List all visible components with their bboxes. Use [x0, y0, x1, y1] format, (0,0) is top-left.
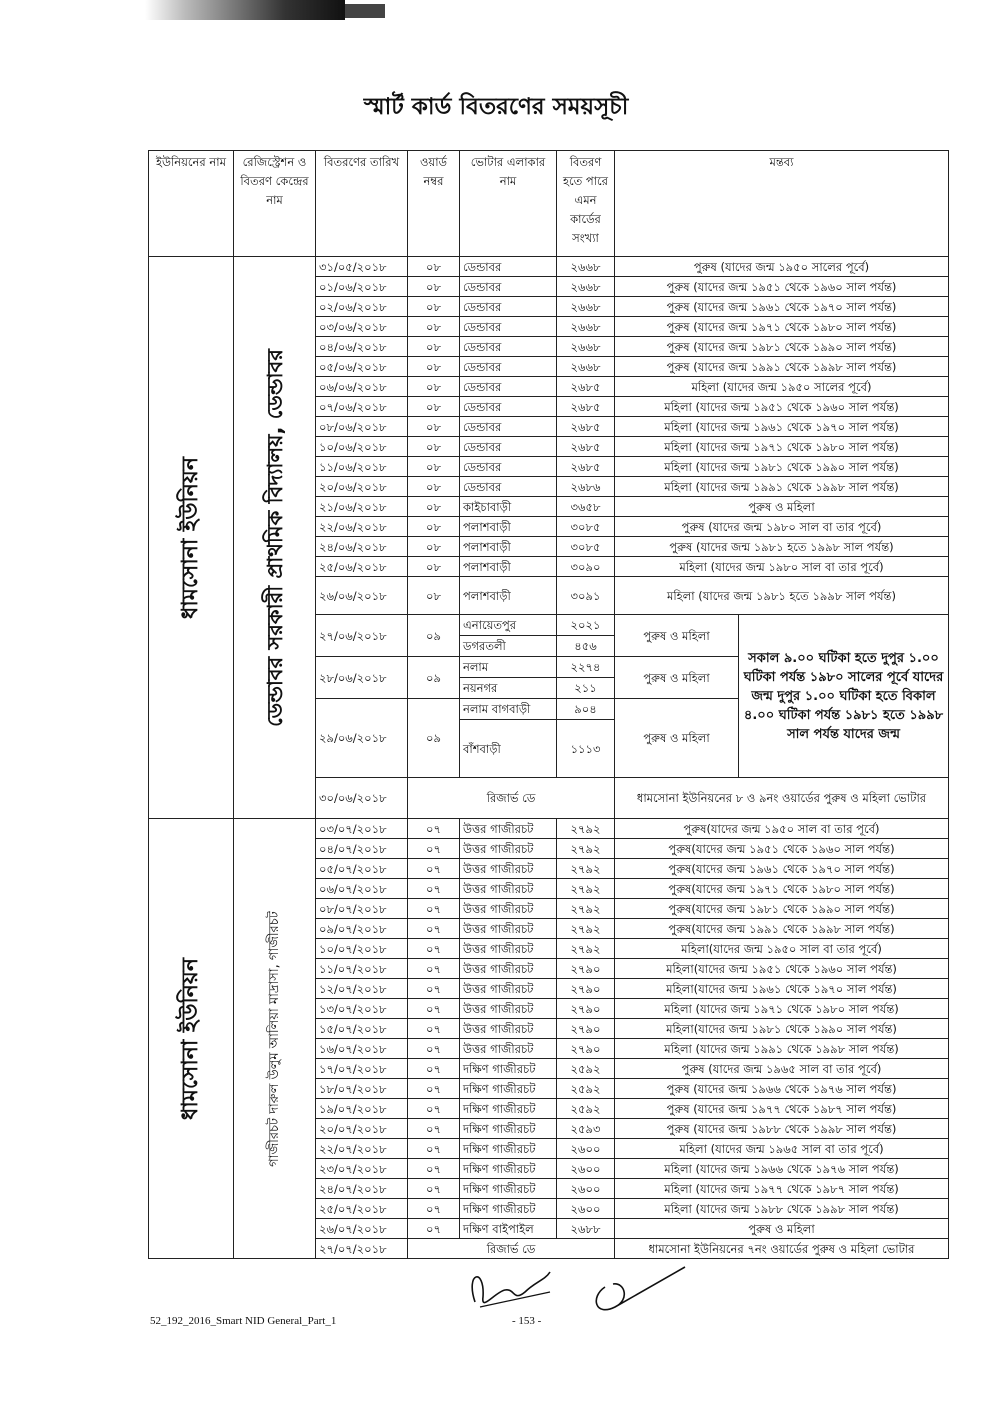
- count-cell: ৩০৮৫: [557, 517, 615, 537]
- date-cell: ০২/০৬/২০১৮: [316, 297, 408, 317]
- ward-cell: ০৮: [408, 557, 460, 577]
- area-cell: পলাশবাড়ী: [460, 537, 557, 557]
- count-cell: ২৭৯২: [557, 819, 615, 839]
- area-cell: ডগরতলী: [460, 636, 557, 657]
- count-cell: ২৬৬৮: [557, 297, 615, 317]
- count-cell: ২৬৬৮: [557, 257, 615, 277]
- date-cell: ২৬/০৭/২০১৮: [316, 1219, 408, 1239]
- reserve-label-cell: রিজার্ভ ডে: [408, 1239, 615, 1259]
- ward-cell: ০৮: [408, 457, 460, 477]
- area-cell: উত্তর গাজীরচট: [460, 999, 557, 1019]
- union-name: ধামসোনা ইউনিয়ন: [178, 456, 203, 619]
- remark-cell: ধামসোনা ইউনিয়নের ৭নং ওয়ার্ডের পুরুষ ও মহিলা ভোটার: [615, 1239, 949, 1259]
- area-cell: এনায়েতপুর: [460, 615, 557, 636]
- ward-cell: ০৭: [408, 919, 460, 939]
- area-cell: ডেন্ডাবর: [460, 417, 557, 437]
- area-cell: ডেন্ডাবর: [460, 317, 557, 337]
- ward-cell: ০৯: [408, 615, 460, 657]
- date-cell: ২৩/০৭/২০১৮: [316, 1159, 408, 1179]
- remark-cell: মহিলা(যাদের জন্ম ১৯৮১ থেকে ১৯৯০ সাল পর্যন্ত): [615, 1019, 949, 1039]
- ward-cell: ০৭: [408, 1079, 460, 1099]
- count-cell: ২৭৯২: [557, 899, 615, 919]
- count-cell: ২৫৯২: [557, 1079, 615, 1099]
- remark-cell: পুরুষ(যাদের জন্ম ১৯৫১ থেকে ১৯৬০ সাল পর্যন্ত): [615, 839, 949, 859]
- header-date: বিতরণের তারিখ: [316, 151, 408, 257]
- ward-cell: ০৭: [408, 879, 460, 899]
- date-cell: ২৫/০৭/২০১৮: [316, 1199, 408, 1219]
- footer-page-number: - 153 -: [512, 1315, 542, 1327]
- area-cell: উত্তর গাজীরচট: [460, 819, 557, 839]
- remark-cell: মহিলা (যাদের জন্ম ১৯৭১ থেকে ১৯৮০ সাল পর্যন্ত): [615, 437, 949, 457]
- area-cell: পলাশবাড়ী: [460, 557, 557, 577]
- ward-cell: ০৮: [408, 277, 460, 297]
- area-cell: নলাম: [460, 657, 557, 678]
- area-cell: দক্ষিণ গাজীরচট: [460, 1199, 557, 1219]
- reserve-label-cell: রিজার্ভ ডে: [408, 778, 615, 819]
- count-cell: ৩০৮৫: [557, 537, 615, 557]
- union-name: ধামসোনা ইউনিয়ন: [178, 957, 203, 1120]
- ward-cell: ০৮: [408, 337, 460, 357]
- remark-cell: মহিলা(যাদের জন্ম ১৯৫০ সাল বা তার পূর্বে): [615, 939, 949, 959]
- count-cell: ২৭৯২: [557, 859, 615, 879]
- count-cell: ২৫৯৩: [557, 1119, 615, 1139]
- remark-cell: পুরুষ (যাদের জন্ম ১৯৬৫ সাল বা তার পূর্বে): [615, 1059, 949, 1079]
- remark-cell: মহিলা (যাদের জন্ম ১৯৭১ থেকে ১৯৮০ সাল পর্যন্ত): [615, 999, 949, 1019]
- ward-cell: ০৭: [408, 1159, 460, 1179]
- count-cell: ২৬৬৮: [557, 357, 615, 377]
- count-cell: ২৭৯২: [557, 919, 615, 939]
- count-cell: ২৬৮৫: [557, 437, 615, 457]
- date-cell: ৩০/০৬/২০১৮: [316, 778, 408, 819]
- ward-cell: ০৮: [408, 317, 460, 337]
- count-cell: ২৬৬৮: [557, 317, 615, 337]
- ward-cell: ০৭: [408, 1059, 460, 1079]
- ward-cell: ০৮: [408, 477, 460, 497]
- header-union: ইউনিয়নের নাম: [149, 151, 234, 257]
- ward-cell: ০৭: [408, 1039, 460, 1059]
- remark-cell: পুরুষ (যাদের জন্ম ১৯৮৮ থেকে ১৯৯৮ সাল পর্যন্ত): [615, 1119, 949, 1139]
- date-cell: ১৮/০৭/২০১৮: [316, 1079, 408, 1099]
- count-cell: ২৬৬৮: [557, 277, 615, 297]
- ward-cell: ০৯: [408, 699, 460, 778]
- area-cell: পলাশবাড়ী: [460, 517, 557, 537]
- area-cell: উত্তর গাজীরচট: [460, 859, 557, 879]
- remark-cell: পুরুষ (যাদের জন্ম ১৯৫০ সালের পূর্বে): [615, 257, 949, 277]
- date-cell: ১৬/০৭/২০১৮: [316, 1039, 408, 1059]
- ward-cell: ০৯: [408, 657, 460, 699]
- remark-cell: পুরুষ(যাদের জন্ম ১৯৭১ থেকে ১৯৮০ সাল পর্যন্ত): [615, 879, 949, 899]
- ward-cell: ০৮: [408, 397, 460, 417]
- center-name: গাজীরচট দারুল উলুম আলিয়া মাদ্রাসা, গাজীরচট: [266, 910, 282, 1167]
- ward-cell: ০৮: [408, 417, 460, 437]
- area-cell: উত্তর গাজীরচট: [460, 899, 557, 919]
- gender-cell: পুরুষ ও মহিলা: [615, 699, 739, 778]
- ward-cell: ০৮: [408, 517, 460, 537]
- area-cell: উত্তর গাজীরচট: [460, 939, 557, 959]
- remark-cell: মহিলা (যাদের জন্ম ১৯৬৬ থেকে ১৯৭৬ সাল পর্যন্ত): [615, 1159, 949, 1179]
- schedule-table: [148, 150, 949, 1259]
- date-cell: ০৩/০৬/২০১৮: [316, 317, 408, 337]
- date-cell: ১০/০৬/২০১৮: [316, 437, 408, 457]
- remark-cell: মহিলা(যাদের জন্ম ১৯৬১ থেকে ১৯৭০ সাল পর্যন্ত): [615, 979, 949, 999]
- date-cell: ২৪/০৭/২০১৮: [316, 1179, 408, 1199]
- date-cell: ২০/০৬/২০১৮: [316, 477, 408, 497]
- page-title: স্মার্ট কার্ড বিতরণের সময়সূচী: [363, 94, 629, 120]
- scan-artifact: [145, 0, 345, 20]
- ward-cell: ০৭: [408, 819, 460, 839]
- area-cell: ডেন্ডাবর: [460, 437, 557, 457]
- area-cell: নলাম বাগবাড়ী: [460, 699, 557, 720]
- date-cell: ২১/০৬/২০১৮: [316, 497, 408, 517]
- remark-cell: পুরুষ(যাদের জন্ম ১৯৮১ থেকে ১৯৯০ সাল পর্যন্ত): [615, 899, 949, 919]
- area-cell: ডেন্ডাবর: [460, 357, 557, 377]
- remark-cell: মহিলা (যাদের জন্ম ১৯৫০ সালের পূর্বে): [615, 377, 949, 397]
- ward-cell: ০৭: [408, 1119, 460, 1139]
- area-cell: ডেন্ডাবর: [460, 277, 557, 297]
- count-cell: ২৭৯০: [557, 959, 615, 979]
- area-cell: উত্তর গাজীরচট: [460, 1039, 557, 1059]
- section-2: [149, 819, 949, 1259]
- date-cell: ১৭/০৭/২০১৮: [316, 1059, 408, 1079]
- area-cell: ডেন্ডাবর: [460, 457, 557, 477]
- remark-cell: পুরুষ(যাদের জন্ম ১৯৯১ থেকে ১৯৯৮ সাল পর্যন্ত): [615, 919, 949, 939]
- count-cell: ২৭৯০: [557, 1039, 615, 1059]
- date-cell: ০৪/০৬/২০১৮: [316, 337, 408, 357]
- count-cell: ২৫৯২: [557, 1059, 615, 1079]
- table-row: [149, 819, 949, 839]
- remark-cell: পুরুষ (যাদের জন্ম ১৯৮০ সাল বা তার পূর্বে): [615, 517, 949, 537]
- ward-cell: ০৭: [408, 1199, 460, 1219]
- count-cell: ২৭৯০: [557, 999, 615, 1019]
- remark-cell: পুরুষ (যাদের জন্ম ১৯৮১ হতে ১৯৯৮ সাল পর্যন্ত): [615, 537, 949, 557]
- ward-cell: ০৭: [408, 1179, 460, 1199]
- remark-cell: মহিলা (যাদের জন্ম ১৯৮১ হতে ১৯৯৮ সাল পর্যন্ত): [615, 577, 949, 615]
- date-cell: ০৪/০৭/২০১৮: [316, 839, 408, 859]
- remark-cell: ধামসোনা ইউনিয়নের ৮ ও ৯নং ওয়ার্ডের পুরুষ ও মহিলা ভোটার: [615, 778, 949, 819]
- count-cell: ৩০৯০: [557, 557, 615, 577]
- area-cell: দক্ষিণ গাজীরচট: [460, 1159, 557, 1179]
- count-cell: ৯০৪: [557, 699, 615, 720]
- ward-cell: ০৭: [408, 1099, 460, 1119]
- count-cell: ২৬৬৮: [557, 337, 615, 357]
- count-cell: ২৭৯০: [557, 1019, 615, 1039]
- header-ward: ওয়ার্ড নম্বর: [408, 151, 460, 257]
- date-cell: ০৮/০৭/২০১৮: [316, 899, 408, 919]
- header-center: রেজিস্ট্রেশন ও বিতরণ কেন্দ্রের নাম: [234, 151, 316, 257]
- remark-cell: মহিলা (যাদের জন্ম ১৯৯১ থেকে ১৯৯৮ সাল পর্যন্ত): [615, 477, 949, 497]
- count-cell: ১১১৩: [557, 720, 615, 778]
- header-row: [149, 151, 949, 257]
- remark-cell: পুরুষ ও মহিলা: [615, 1219, 949, 1239]
- ward-cell: ০৭: [408, 839, 460, 859]
- count-cell: ২৬০০: [557, 1159, 615, 1179]
- time-note-cell: সকাল ৯.০০ ঘটিকা হতে দুপুর ১.০০ ঘটিকা পর্যন্ত ১৯৮০ সালের পূর্বে যাদের জন্ম দুপুর ১.০০ ঘটিকা হতে বিকাল ৪.০০ ঘটিকা পর্যন্ত ১৯৮১ হতে ১৯৯৮ সাল পর্যন্ত যাদের জন্ম: [739, 615, 949, 778]
- table-row: [149, 257, 949, 277]
- ward-cell: ০৭: [408, 979, 460, 999]
- remark-cell: পুরুষ(যাদের জন্ম ১৯৫০ সাল বা তার পূর্বে): [615, 819, 949, 839]
- date-cell: ১৫/০৭/২০১৮: [316, 1019, 408, 1039]
- area-cell: ডেন্ডাবর: [460, 397, 557, 417]
- area-cell: দক্ষিণ গাজীরচট: [460, 1099, 557, 1119]
- remark-cell: পুরুষ (যাদের জন্ম ১৯৭১ থেকে ১৯৮০ সাল পর্যন্ত): [615, 317, 949, 337]
- ward-cell: ০৭: [408, 899, 460, 919]
- date-cell: ০৮/০৬/২০১৮: [316, 417, 408, 437]
- ward-cell: ০৭: [408, 1139, 460, 1159]
- remark-cell: পুরুষ (যাদের জন্ম ১৯৯১ থেকে ১৯৯৮ সাল পর্যন্ত): [615, 357, 949, 377]
- remark-cell: পুরুষ (যাদের জন্ম ১৯৬৬ থেকে ১৯৭৬ সাল পর্যন্ত): [615, 1079, 949, 1099]
- center-name-cell: [234, 819, 316, 1259]
- date-cell: ০৫/০৭/২০১৮: [316, 859, 408, 879]
- area-cell: পলাশবাড়ী: [460, 577, 557, 615]
- area-cell: উত্তর গাজীরচট: [460, 919, 557, 939]
- remark-cell: মহিলা (যাদের জন্ম ১৯৯১ থেকে ১৯৯৮ সাল পর্যন্ত): [615, 1039, 949, 1059]
- count-cell: ২৬০০: [557, 1199, 615, 1219]
- remark-cell: পুরুষ (যাদের জন্ম ১৯৮১ থেকে ১৯৯০ সাল পর্যন্ত): [615, 337, 949, 357]
- ward-cell: ০৮: [408, 357, 460, 377]
- remark-cell: পুরুষ (যাদের জন্ম ১৯৭৭ থেকে ১৯৮৭ সাল পর্যন্ত): [615, 1099, 949, 1119]
- area-cell: ডেন্ডাবর: [460, 297, 557, 317]
- area-cell: দক্ষিণ বাইপাইল: [460, 1219, 557, 1239]
- count-cell: ২৬০০: [557, 1139, 615, 1159]
- remark-cell: পুরুষ ও মহিলা: [615, 497, 949, 517]
- date-cell: ১২/০৭/২০১৮: [316, 979, 408, 999]
- remark-cell: পুরুষ(যাদের জন্ম ১৯৬১ থেকে ১৯৭০ সাল পর্যন্ত): [615, 859, 949, 879]
- count-cell: ২১১: [557, 678, 615, 699]
- area-cell: নয়নগর: [460, 678, 557, 699]
- area-cell: কাইচাবাড়ী: [460, 497, 557, 517]
- remark-cell: মহিলা (যাদের জন্ম ১৯৫১ থেকে ১৯৬০ সাল পর্যন্ত): [615, 397, 949, 417]
- area-cell: উত্তর গাজীরচট: [460, 1019, 557, 1039]
- area-cell: দক্ষিণ গাজীরচট: [460, 1059, 557, 1079]
- remark-cell: মহিলা (যাদের জন্ম ১৯৮০ সাল বা তার পূর্বে): [615, 557, 949, 577]
- area-cell: দক্ষিণ গাজীরচট: [460, 1139, 557, 1159]
- remark-cell: মহিলা (যাদের জন্ম ১৯৮৮ থেকে ১৯৯৮ সাল পর্যন্ত): [615, 1199, 949, 1219]
- ward-cell: ০৮: [408, 577, 460, 615]
- date-cell: ১০/০৭/২০১৮: [316, 939, 408, 959]
- ward-cell: ০৭: [408, 859, 460, 879]
- count-cell: ২০২১: [557, 615, 615, 636]
- area-cell: বাঁশবাড়ী: [460, 720, 557, 778]
- date-cell: ০৭/০৬/২০১৮: [316, 397, 408, 417]
- header-count: বিতরণ হতে পারে এমন কার্ডের সংখ্যা: [557, 151, 615, 257]
- date-cell: ২২/০৬/২০১৮: [316, 517, 408, 537]
- ward-cell: ০৮: [408, 497, 460, 517]
- date-cell: ১১/০৭/২০১৮: [316, 959, 408, 979]
- section-1: [149, 257, 949, 819]
- ward-cell: ০৭: [408, 959, 460, 979]
- date-cell: ৩১/০৫/২০১৮: [316, 257, 408, 277]
- date-cell: ১১/০৬/২০১৮: [316, 457, 408, 477]
- area-cell: ডেন্ডাবর: [460, 337, 557, 357]
- area-cell: ডেন্ডাবর: [460, 477, 557, 497]
- date-cell: ১৩/০৭/২০১৮: [316, 999, 408, 1019]
- count-cell: ৪৫৬: [557, 636, 615, 657]
- date-cell: ০৬/০৬/২০১৮: [316, 377, 408, 397]
- remark-cell: পুরুষ (যাদের জন্ম ১৯৫১ থেকে ১৯৬০ সাল পর্যন্ত): [615, 277, 949, 297]
- ward-cell: ০৮: [408, 377, 460, 397]
- date-cell: ২৭/০৭/২০১৮: [316, 1239, 408, 1259]
- ward-cell: ০৮: [408, 437, 460, 457]
- date-cell: ০৩/০৭/২০১৮: [316, 819, 408, 839]
- date-cell: ২৮/০৬/২০১৮: [316, 657, 408, 699]
- date-cell: ২৫/০৬/২০১৮: [316, 557, 408, 577]
- count-cell: ২৭৯২: [557, 839, 615, 859]
- area-cell: দক্ষিণ গাজীরচট: [460, 1179, 557, 1199]
- ward-cell: ০৭: [408, 939, 460, 959]
- count-cell: ২৬৮৫: [557, 457, 615, 477]
- ward-cell: ০৭: [408, 999, 460, 1019]
- ward-cell: ০৭: [408, 1019, 460, 1039]
- count-cell: ২৬৮৮: [557, 1219, 615, 1239]
- date-cell: ২৪/০৬/২০১৮: [316, 537, 408, 557]
- gender-cell: পুরুষ ও মহিলা: [615, 657, 739, 699]
- count-cell: ২২৭৪: [557, 657, 615, 678]
- count-cell: ২৬০০: [557, 1179, 615, 1199]
- remark-cell: মহিলা(যাদের জন্ম ১৯৫১ থেকে ১৯৬০ সাল পর্যন্ত): [615, 959, 949, 979]
- ward-cell: ০৮: [408, 537, 460, 557]
- union-name-cell: [149, 257, 234, 819]
- date-cell: ২৭/০৬/২০১৮: [316, 615, 408, 657]
- header-area: ভোটার এলাকার নাম: [460, 151, 557, 257]
- union-name-cell: [149, 819, 234, 1259]
- count-cell: ৩৬৫৮: [557, 497, 615, 517]
- area-cell: দক্ষিণ গাজীরচট: [460, 1119, 557, 1139]
- center-name-cell: [234, 257, 316, 819]
- ward-cell: ০৮: [408, 297, 460, 317]
- date-cell: ২২/০৭/২০১৮: [316, 1139, 408, 1159]
- count-cell: ২৭৯২: [557, 939, 615, 959]
- header-remarks: মন্তব্য: [615, 151, 949, 257]
- footer-file-name: 52_192_2016_Smart NID General_Part_1: [150, 1315, 337, 1327]
- area-cell: উত্তর গাজীরচট: [460, 839, 557, 859]
- date-cell: ১৯/০৭/২০১৮: [316, 1099, 408, 1119]
- gender-cell: পুরুষ ও মহিলা: [615, 615, 739, 657]
- signature: [455, 1262, 695, 1322]
- area-cell: উত্তর গাজীরচট: [460, 979, 557, 999]
- count-cell: ২৭৯০: [557, 979, 615, 999]
- area-cell: দক্ষিণ গাজীরচট: [460, 1079, 557, 1099]
- remark-cell: মহিলা (যাদের জন্ম ১৯৭৭ থেকে ১৯৮৭ সাল পর্যন্ত): [615, 1179, 949, 1199]
- center-name: ডেন্ডাবর সরকারী প্রাথমিক বিদ্যালয়, ডেন্ডাবর: [262, 348, 287, 727]
- count-cell: ২৬৮৬: [557, 477, 615, 497]
- date-cell: ২৯/০৬/২০১৮: [316, 699, 408, 778]
- date-cell: ০১/০৬/২০১৮: [316, 277, 408, 297]
- date-cell: ০৯/০৭/২০১৮: [316, 919, 408, 939]
- remark-cell: মহিলা (যাদের জন্ম ১৯৬৫ সাল বা তার পূর্বে): [615, 1139, 949, 1159]
- date-cell: ২০/০৭/২০১৮: [316, 1119, 408, 1139]
- date-cell: ২৬/০৬/২০১৮: [316, 577, 408, 615]
- count-cell: ২৭৯২: [557, 879, 615, 899]
- area-cell: ডেন্ডাবর: [460, 377, 557, 397]
- date-cell: ০৫/০৬/২০১৮: [316, 357, 408, 377]
- remark-cell: মহিলা (যাদের জন্ম ১৯৮১ থেকে ১৯৯০ সাল পর্যন্ত): [615, 457, 949, 477]
- count-cell: ২৫৯২: [557, 1099, 615, 1119]
- count-cell: ৩০৯১: [557, 577, 615, 615]
- remark-cell: পুরুষ (যাদের জন্ম ১৯৬১ থেকে ১৯৭০ সাল পর্যন্ত): [615, 297, 949, 317]
- ward-cell: ০৮: [408, 257, 460, 277]
- count-cell: ২৬৮৫: [557, 397, 615, 417]
- ward-cell: ০৭: [408, 1219, 460, 1239]
- count-cell: ২৬৮৫: [557, 377, 615, 397]
- area-cell: উত্তর গাজীরচট: [460, 959, 557, 979]
- remark-cell: মহিলা (যাদের জন্ম ১৯৬১ থেকে ১৯৭০ সাল পর্যন্ত): [615, 417, 949, 437]
- scan-artifact: [345, 4, 385, 18]
- area-cell: উত্তর গাজীরচট: [460, 879, 557, 899]
- area-cell: ডেন্ডাবর: [460, 257, 557, 277]
- date-cell: ০৬/০৭/২০১৮: [316, 879, 408, 899]
- count-cell: ২৬৮৫: [557, 417, 615, 437]
